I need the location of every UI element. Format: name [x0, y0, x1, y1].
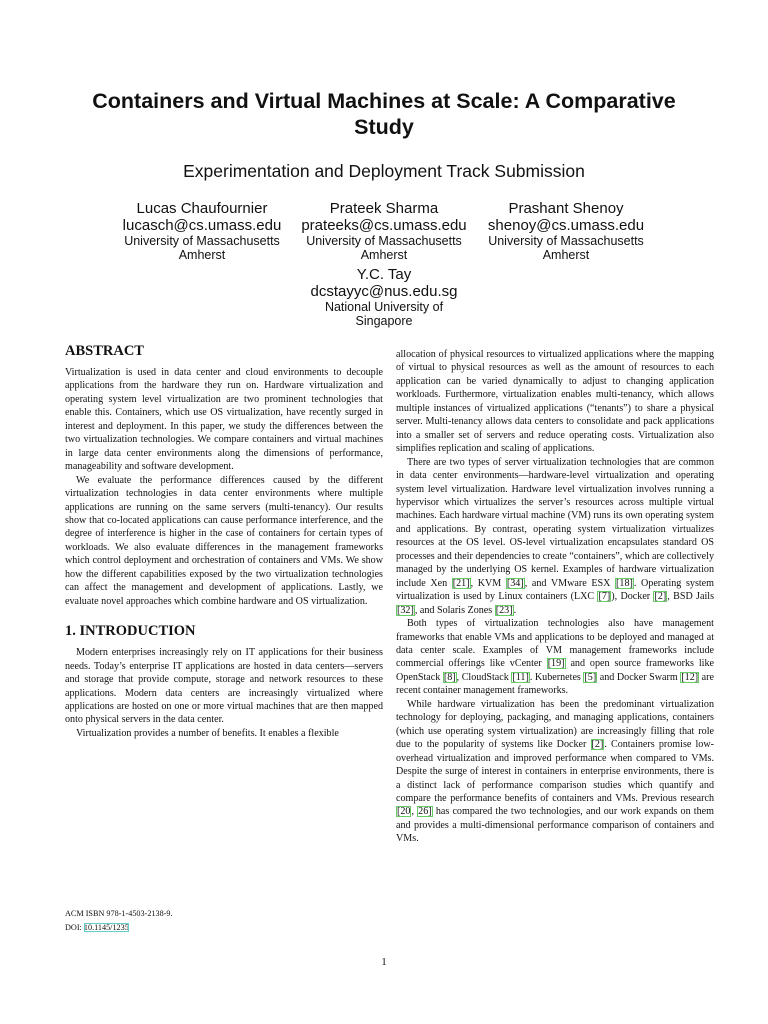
- author-affiliation: National University of: [324, 300, 444, 314]
- text-run: . Kubernetes: [529, 671, 584, 683]
- citation-link[interactable]: [11]: [512, 671, 529, 683]
- citation-link[interactable]: [5]: [584, 671, 597, 683]
- text-run: Both types of virtualization technologies also have management frameworks that enable VMs and applications to be deployed and managed at data center scale. Examples of VM management frameworks include commercial offerings like vCenter: [396, 618, 714, 670]
- introduction-heading: 1. INTRODUCTION: [65, 623, 196, 640]
- text-run: .: [513, 604, 517, 616]
- text-run: . Operating system virtualization is used by Linux containers (LXC: [396, 577, 715, 603]
- citation-link[interactable]: [2]: [654, 591, 667, 603]
- text-run: There are two types of server virtualization technologies that are common in data center environments—hardware-level virtualization and operating system level virtualization. Hardware level virtualization involves running a hypervisor which virtualizes the server’s resources across multiple virtual machines. Each hardware virtual machine (VM) runs its own operating system and applications. By contrast, operating system virtualization virtualizes resources at the OS level. OS-level virtualization encapsulates standard OS processes and their dependencies to create “containers”, which are collectively managed by the underlying OS kernel. Examples of hardware virtualization include Xen: [396, 456, 714, 589]
- citation-link[interactable]: [7]: [598, 591, 611, 603]
- author-affiliation-city: Amherst: [360, 248, 408, 262]
- citation-link[interactable]: [23]: [495, 604, 513, 616]
- body-paragraph: allocation of physical resources to virtualized applications where the mapping of virtual to physical resources as well as the amount of resources to each application can be varied dynamically to adjust to changing application workloads. Furthermore, virtualization enables multi-tenancy, which allows multiple instances of virtualized applications (“tenants”) to share a physical server. Multi-tenancy allows data centers to consolidate and pack applications into a smaller set of servers and reduce operating costs. Virtualization also simplifies replication and scaling of applications.: [396, 349, 714, 455]
- author-name: Lucas Chaufournier: [136, 200, 268, 217]
- abstract-paragraph: We evaluate the performance differences caused by the different virtualization technologies in data center environments where multiple applications are running on the same servers (multi-tenancy). Our results show that co-located applications can cause performance interference, and the degree of interference is higher in the case of containers for certain types of workloads. We also evaluate differences in the management frameworks which control deployment and orchestration of containers and VMs. We show how the different capabilities exposed by the two virtualization technologies can affect the management and development of applications. Lastly, we evaluate novel approaches which combine hardware and OS virtualization.: [65, 474, 383, 607]
- author-block-1: [112, 200, 292, 262]
- body-paragraph: [396, 698, 714, 846]
- citation-link[interactable]: [2]: [591, 739, 604, 751]
- body-paragraph: [396, 456, 714, 617]
- paper-title: Containers and Virtual Machines at Scale: A Comparative Study: [92, 89, 676, 139]
- text-run: , KVM: [470, 577, 506, 589]
- citation-link[interactable]: [19]: [547, 658, 565, 670]
- left-column: [65, 342, 383, 740]
- citation-link[interactable]: [21]: [452, 577, 470, 589]
- text-run: ,: [411, 806, 418, 818]
- citation-link[interactable]: [32]: [397, 604, 414, 616]
- intro-paragraph: Modern enterprises increasingly rely on IT applications for their business needs. Today’s enterprise IT applications are hosted in data centers—servers and storage that provide compute, storage and network resources to these applications. Modern data centers are increasingly virtualized where applications are hosted on one or more virtual machines that are then mapped onto physical servers in the data center.: [65, 647, 383, 726]
- copyright-footnote: [65, 907, 365, 934]
- author-affiliation-city: Singapore: [355, 314, 413, 328]
- body-paragraph: [396, 617, 714, 698]
- author-affiliation-city: Amherst: [542, 248, 590, 262]
- author-name: Y.C. Tay: [356, 266, 412, 283]
- isbn-line: ACM ISBN 978-1-4503-2138-9.: [65, 909, 173, 918]
- author-email: dcstayyc@nus.edu.sg: [310, 283, 458, 300]
- page-number: 1: [381, 956, 387, 968]
- text-run: . Containers promise low-overhead virtualization and improved performance when compared to VMs. Despite the surge of interest in containers in enterprise environments, there is a distinct lack of performance comparison studies which quantify and compare the performance benefits of containers and VMs. Previous research: [396, 739, 714, 804]
- citation-link[interactable]: [18]: [616, 577, 633, 589]
- citation-link[interactable]: [20: [397, 806, 411, 818]
- text-run: , and VMware ESX: [524, 577, 616, 589]
- text-run: are recent container management frameworks.: [396, 671, 714, 697]
- author-email: lucasch@cs.umass.edu: [122, 217, 282, 234]
- author-block-2: [294, 200, 474, 262]
- citation-link[interactable]: [8]: [443, 671, 456, 683]
- author-block-4: [294, 266, 474, 328]
- author-block-3: [476, 200, 656, 262]
- intro-paragraph: Virtualization provides a number of benefits. It enables a flexible: [76, 727, 339, 739]
- author-affiliation: University of Massachusetts: [124, 234, 280, 248]
- abstract-paragraph: Virtualization is used in data center and cloud environments to decouple applications from the hardware they run on. Hardware virtualization and operating system level virtualization are two prominent technologies that enable this. Containers, which use OS virtualization, have recently surged in interest and deployment. In this paper, we study the differences between the two virtualization technologies. We compare containers and virtual machines in large data center environments along the dimensions of performance, manageability and software development.: [65, 367, 383, 473]
- author-affiliation: University of Massachusetts: [306, 234, 462, 248]
- text-run: ), Docker: [611, 591, 654, 603]
- right-column: [396, 348, 714, 846]
- text-run: has compared the two technologies, and our work expands on them and provides a multi-dimensional performance comparison of containers and VMs.: [396, 806, 714, 845]
- paper-subtitle: Experimentation and Deployment Track Submission: [183, 161, 585, 181]
- text-run: , CloudStack: [456, 671, 512, 683]
- text-run: and Docker Swarm: [597, 671, 681, 683]
- citation-link[interactable]: [12]: [681, 671, 699, 683]
- text-run: , and Solaris Zones: [414, 604, 495, 616]
- citation-link[interactable]: [34]: [506, 577, 524, 589]
- author-affiliation: University of Massachusetts: [488, 234, 644, 248]
- author-name: Prashant Shenoy: [508, 200, 624, 217]
- author-affiliation-city: Amherst: [178, 248, 226, 262]
- doi-line: [65, 921, 365, 935]
- author-name: Prateek Sharma: [329, 200, 439, 217]
- author-email: shenoy@cs.umass.edu: [487, 217, 645, 234]
- text-run: While hardware virtualization has been the predominant virtualization technology for deploying, packaging, and managing applications, containers (which use operating system virtualization) are increasingly filling that role due to the popularity of systems like Docker: [396, 698, 714, 751]
- doi-link[interactable]: 10.1145/1235: [83, 922, 129, 932]
- text-run: and open source frameworks like OpenStack: [396, 658, 715, 683]
- text-run: , BSD Jails: [667, 591, 714, 603]
- abstract-heading: ABSTRACT: [65, 343, 144, 359]
- author-email: prateeks@cs.umass.edu: [301, 217, 467, 234]
- doi-label: DOI:: [65, 922, 84, 932]
- citation-link[interactable]: 26]: [418, 806, 432, 818]
